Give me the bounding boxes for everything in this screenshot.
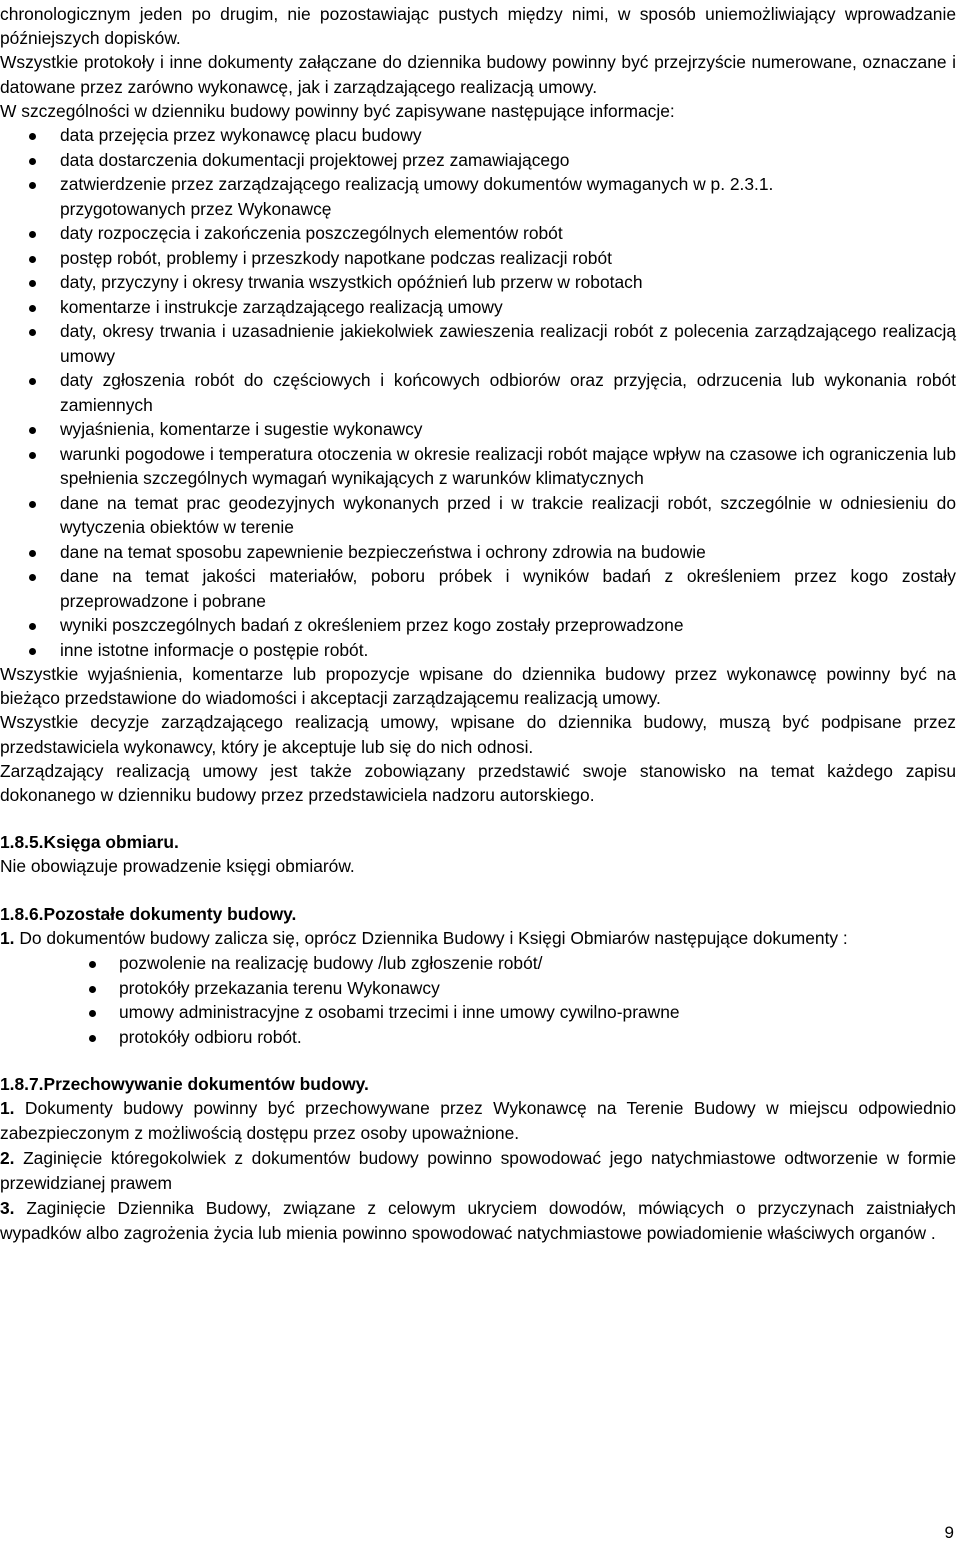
list-item: daty, przyczyny i okresy trwania wszystkich opóźnień lub przerw w robotach <box>0 270 956 295</box>
bullet-icon <box>29 133 36 140</box>
list-item: wyniki poszczególnych badań z określeniem przez kogo zostały przeprowadzone <box>0 613 956 638</box>
list-item: dane na temat sposobu zapewnienie bezpieczeństwa i ochrony zdrowia na budowie <box>0 540 956 565</box>
list-item: inne istotne informacje o postępie robót. <box>0 638 956 663</box>
list-item: wyjaśnienia, komentarze i sugestie wykonawcy <box>0 417 956 442</box>
list-item: protokóły przekazania terenu Wykonawcy <box>0 976 956 1001</box>
list-item: dane na temat jakości materiałów, poboru próbek i wyników badań z określeniem przez kogo zostały przeprowadzone i pobrane <box>0 564 956 613</box>
bullet-icon <box>29 305 36 312</box>
section-text-1-8-5: Nie obowiązuje prowadzenie księgi obmiarów. <box>0 856 355 877</box>
bullet-icon <box>29 623 36 630</box>
storage-point-1: 1. Dokumenty budowy powinny być przechowywane przez Wykonawcę na Terenie Budowy w miejscu odpowiednio zabezpieczonym z możliwością dostępu przez osoby upoważnione. <box>0 1098 956 1144</box>
bullet-icon <box>29 378 36 385</box>
intro-paragraph-1: chronologicznym jeden po drugim, nie pozostawiając pustych między nimi, w sposób uniemożliwiający wprowadzanie późniejszych dopisków. <box>0 4 956 49</box>
storage-point-3: 3. Zaginięcie Dziennika Budowy, związane z celowym ukryciem dowodów, mówiących o przyczynach zaistniałych wypadków albo zagrożenia życia lub mienia powinno spowodować natychmiastowe powiadomienie właściwych organów . <box>0 1198 956 1244</box>
list-item: zatwierdzenie przez zarządzającego realizacją umowy dokumentów wymaganych w p. 2.3.1. <box>0 172 956 197</box>
intro-paragraph-2: Wszystkie protokoły i inne dokumenty załączane do dziennika budowy powinny być przejrzyście numerowane, oznaczane i datowane przez zarówno wykonawcę, jak i zarządzającego realizacją umowy. <box>0 52 956 97</box>
bullet-icon <box>29 182 36 189</box>
section-heading-1-8-5: 1.8.5.Księga obmiaru. <box>0 832 179 853</box>
list-item: daty rozpoczęcia i zakończenia poszczególnych elementów robót <box>0 221 956 246</box>
closing-paragraph-1: Wszystkie wyjaśnienia, komentarze lub propozycje wpisane do dziennika budowy przez wykonawcę powinny być na bieżąco przedstawione do wiadomości i akceptacji zarządzającemu realizacją umowy. <box>0 664 956 709</box>
list-item: pozwolenie na realizację budowy /lub zgłoszenie robót/ <box>0 951 956 976</box>
bullet-icon <box>29 231 36 238</box>
bullet-icon <box>29 452 36 459</box>
list-item: postęp robót, problemy i przeszkody napotkane podczas realizacji robót <box>0 246 956 271</box>
point-number: 1. <box>0 1098 15 1119</box>
intro-section <box>0 2 956 123</box>
point-number: 1. <box>0 928 15 949</box>
bullet-icon <box>29 501 36 508</box>
intro-paragraph-3: W szczególności w dzienniku budowy powinny być zapisywane następujące informacje: <box>0 100 675 121</box>
bullet-icon <box>89 1010 96 1017</box>
diary-info-list <box>0 123 956 197</box>
list-item-continuation: przygotowanych przez Wykonawcę <box>60 198 332 219</box>
bullet-icon <box>29 427 36 434</box>
bullet-icon <box>89 961 96 968</box>
section-heading-1-8-7: 1.8.7.Przechowywanie dokumentów budowy. <box>0 1074 369 1095</box>
list-item: daty, okresy trwania i uzasadnienie jakiekolwiek zawieszenia realizacji robót z polecenia zarządzającego realizacją umowy <box>0 319 956 368</box>
list-item: warunki pogodowe i temperatura otoczenia w okresie realizacji robót mające wpływ na czasowe ich ograniczenia lub spełnienia szczególnych wymagań wynikających z warunków klimatycznych <box>0 442 956 491</box>
diary-info-list-continued <box>0 221 956 662</box>
bullet-icon <box>29 329 36 336</box>
storage-point-2: 2. Zaginięcie któregokolwiek z dokumentów budowy powinno spowodować jego natychmiastowe odtworzenie w formie przewidzianej prawem <box>0 1148 956 1194</box>
bullet-icon <box>29 280 36 287</box>
bullet-icon <box>89 1035 96 1042</box>
list-item: umowy administracyjne z osobami trzecimi i inne umowy cywilno-prawne <box>0 1000 956 1025</box>
section-intro-1-8-6: 1. Do dokumentów budowy zalicza się, oprócz Dziennika Budowy i Księgi Obmiarów następujące dokumenty : <box>0 928 848 949</box>
closing-paragraph-2: Wszystkie decyzje zarządzającego realizacją umowy, wpisane do dziennika budowy, muszą być podpisane przez przedstawiciela wykonawcy, który je akceptuje lub się do nich odnosi. <box>0 712 956 757</box>
point-number: 3. <box>0 1198 15 1219</box>
bullet-icon <box>29 256 36 263</box>
documents-list <box>0 951 956 1049</box>
bullet-icon <box>29 158 36 165</box>
closing-paragraph-3: Zarządzający realizacją umowy jest także zobowiązany przedstawić swoje stanowisko na temat każdego zapisu dokonanego w dzienniku budowy przez przedstawiciela nadzoru autorskiego. <box>0 760 956 806</box>
list-item: komentarze i instrukcje zarządzającego realizacją umowy <box>0 295 956 320</box>
bullet-icon <box>29 648 36 655</box>
document-page <box>0 2 956 1246</box>
bullet-icon <box>89 986 96 993</box>
bullet-icon <box>29 574 36 581</box>
closing-section <box>0 662 956 807</box>
point-number: 2. <box>0 1148 15 1169</box>
list-item: data dostarczenia dokumentacji projektowej przez zamawiającego <box>0 148 956 173</box>
section-heading-1-8-6: 1.8.6.Pozostałe dokumenty budowy. <box>0 904 297 925</box>
list-item: data przejęcia przez wykonawcę placu budowy <box>0 123 956 148</box>
list-item: protokóły odbioru robót. <box>0 1025 956 1050</box>
page-number: 9 <box>944 1523 954 1542</box>
list-item: dane na temat prac geodezyjnych wykonanych przed i w trakcie realizacji robót, szczególnie w odniesieniu do wytyczenia obiektów w terenie <box>0 491 956 540</box>
list-item: daty zgłoszenia robót do częściowych i końcowych odbiorów oraz przyjęcia, odrzucenia lub wykonania robót zamiennych <box>0 368 956 417</box>
bullet-icon <box>29 550 36 557</box>
